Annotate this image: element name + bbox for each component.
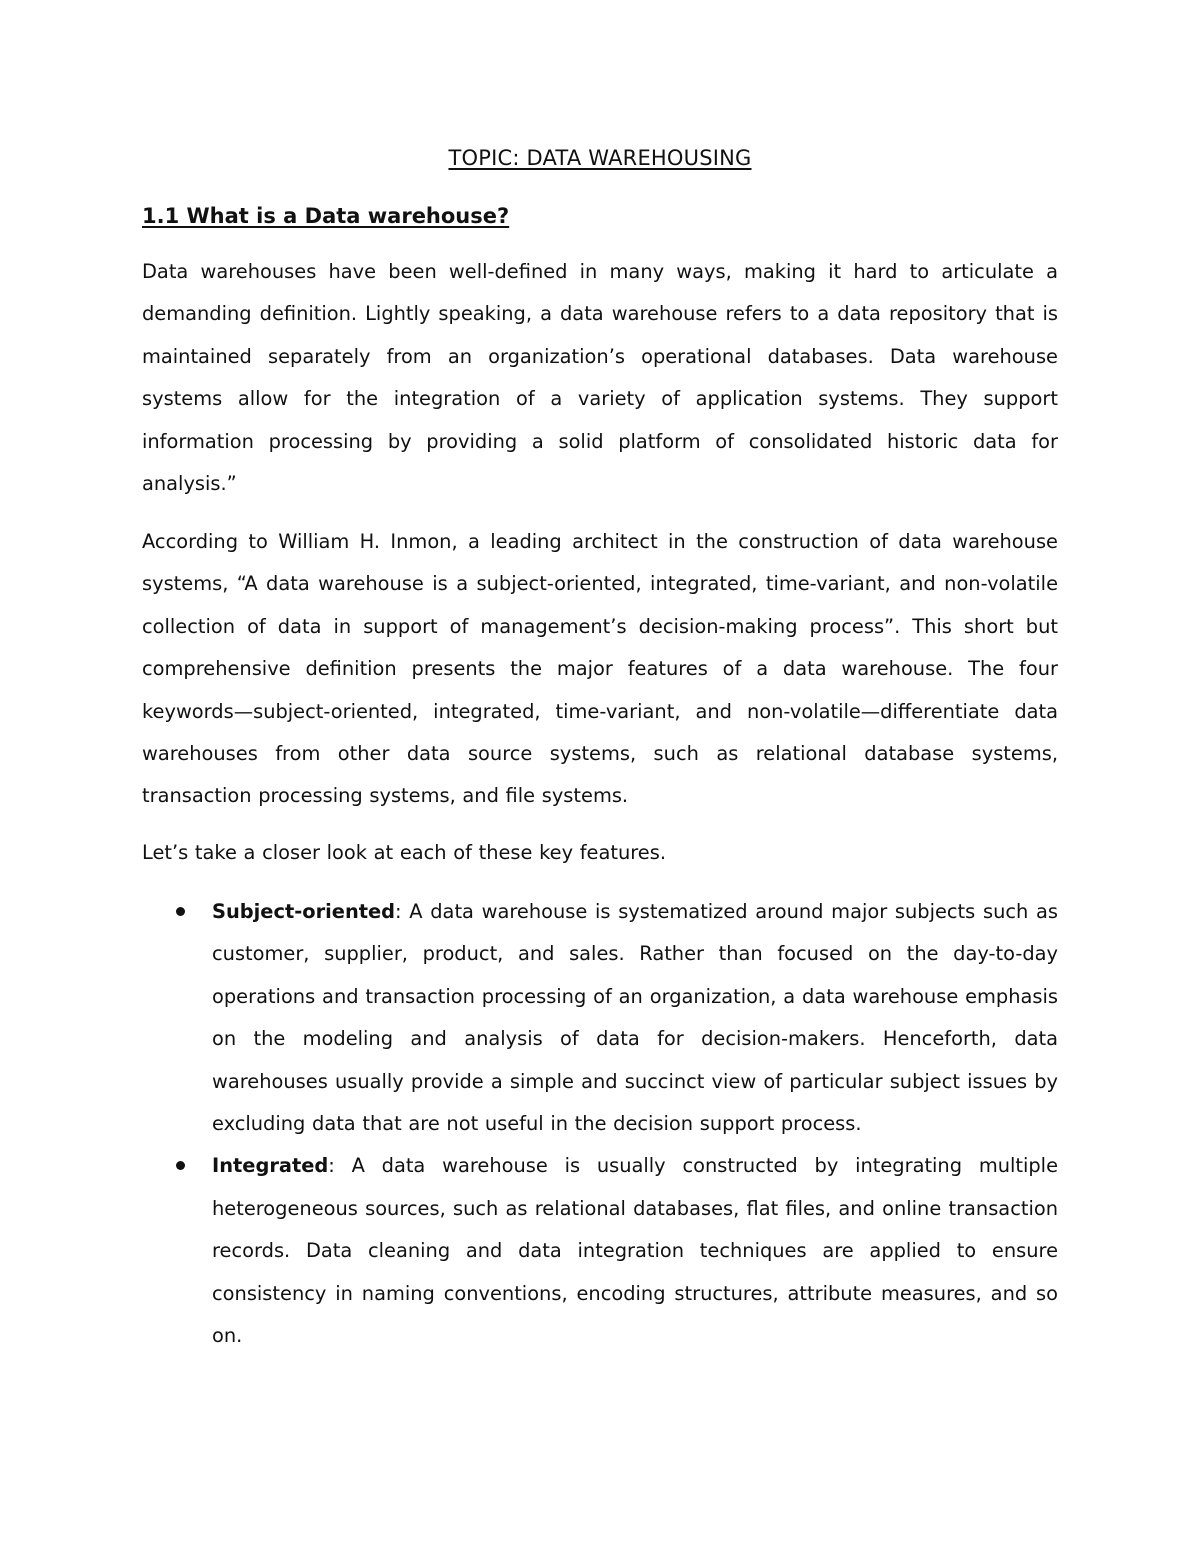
- feature-item-integrated: [142, 1145, 1058, 1357]
- feature-item-subject-oriented: [142, 891, 1058, 1145]
- document-title: TOPIC: DATA WAREHOUSING: [448, 146, 752, 170]
- bullet-icon: [176, 907, 185, 916]
- section-heading: 1.1 What is a Data warehouse?: [142, 204, 510, 228]
- paragraph-definition: Data warehouses have been well-defined in many ways, making it hard to articulate a demanding definition. Lightly speaking, a data warehouse refers to a data repository that is maintained separately from an organization’s operational databases. Data warehouse systems allow for the integration of a variety of application systems. They support information processing by providing a solid platform of consolidated historic data for analysis.”: [142, 260, 1058, 496]
- feature-list: [142, 891, 1058, 1357]
- feature-term: Subject-oriented: [212, 900, 396, 923]
- feature-description: : A data warehouse is systematized around major subjects such as customer, supplier, product, and sales. Rather than focused on the day-to-day operations and transaction processing of an organization, a data warehouse emphasis on the modeling and analysis of data for decision-makers. Henceforth, data warehouses usually provide a simple and succinct view of particular subject issues by excluding data that are not useful in the decision support process.: [212, 900, 1058, 1136]
- bullet-icon: [176, 1161, 185, 1170]
- feature-description: : A data warehouse is usually constructed by integrating multiple heterogeneous sources, such as relational databases, flat files, and online transaction records. Data cleaning and data integration techniques are applied to ensure consistency in naming conventions, encoding structures, attribute measures, and so on.: [212, 1154, 1058, 1348]
- feature-term: Integrated: [212, 1154, 329, 1178]
- paragraph-intro-features: Let’s take a closer look at each of these key features.: [142, 841, 667, 864]
- paragraph-inmon-definition: According to William H. Inmon, a leading architect in the construction of data warehouse systems, “A data warehouse is a subject-oriented, integrated, time-variant, and non-volatile collection of data in support of management’s decision-making process”. This short but comprehensive definition presents the major features of a data warehouse. The four keywords—subject-oriented, integrated, time-variant, and non-volatile—differentiate data warehouses from other data source systems, such as relational database systems, transaction processing systems, and file systems.: [142, 530, 1058, 808]
